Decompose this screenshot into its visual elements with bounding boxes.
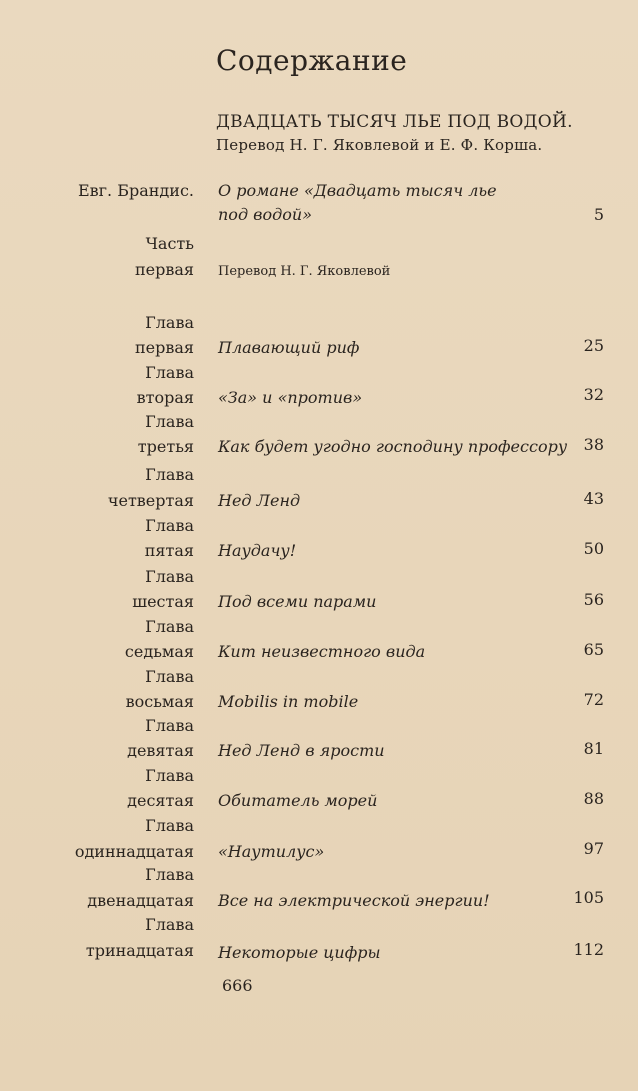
chapter-page-number: 88	[583, 789, 604, 808]
chapter-page-number: 81	[583, 739, 604, 758]
chapter-label: Глава	[145, 567, 194, 586]
chapter-label: Глава	[145, 766, 194, 785]
chapter-title: Наудачу!	[218, 541, 297, 560]
chapter-label: Глава	[145, 716, 194, 735]
page-folio-number: 666	[222, 976, 253, 995]
chapter-page-number: 56	[583, 590, 604, 609]
chapter-label: Глава	[145, 617, 194, 636]
preface-author: Евг. Брандис.	[77, 181, 194, 200]
translators-line: Перевод Н. Г. Яковлевой и Е. Ф. Корша.	[216, 136, 543, 154]
chapter-title: «Наутилус»	[218, 842, 325, 861]
chapter-page-number: 25	[583, 336, 604, 355]
chapter-page-number: 65	[583, 640, 604, 659]
chapter-ordinal: пятая	[144, 541, 194, 560]
chapter-label: Глава	[145, 816, 194, 835]
chapter-title: Некоторые цифры	[218, 943, 381, 962]
chapter-label: Глава	[145, 412, 194, 431]
chapter-ordinal: вторая	[136, 388, 194, 407]
chapter-page-number: 38	[583, 435, 604, 454]
chapter-title: Под всеми парами	[218, 592, 377, 611]
chapter-ordinal: третья	[137, 437, 194, 456]
chapter-title: Обитатель морей	[218, 791, 378, 810]
chapter-label: Глава	[145, 363, 194, 382]
chapter-title: Кит неизвестного вида	[218, 642, 426, 661]
chapter-ordinal: седьмая	[124, 642, 194, 661]
chapter-ordinal: первая	[134, 338, 194, 357]
preface-title-line1: О романе «Двадцать тысяч лье	[218, 181, 497, 200]
chapter-label: Глава	[145, 865, 194, 884]
chapter-title: Нед Ленд в ярости	[218, 741, 385, 760]
chapter-title: Все на электрической энергии!	[218, 891, 490, 910]
chapter-title: Как будет угодно господину профессору	[218, 437, 568, 456]
chapter-page-number: 32	[583, 385, 604, 404]
chapter-page-number: 97	[583, 839, 604, 858]
preface-title-line2: под водой»	[218, 205, 312, 224]
chapter-page-number: 105	[573, 888, 604, 907]
chapter-label: Глава	[145, 915, 194, 934]
preface-page-number: 5	[593, 205, 604, 224]
chapter-ordinal: девятая	[127, 741, 194, 760]
chapter-ordinal: восьмая	[125, 692, 194, 711]
chapter-ordinal: четвертая	[107, 491, 194, 510]
chapter-title: Mobilis in mobile	[218, 692, 359, 711]
chapter-title: «За» и «против»	[218, 388, 363, 407]
part-label: Часть	[145, 234, 194, 253]
chapter-ordinal: двенадцатая	[87, 891, 194, 910]
chapter-label: Глава	[145, 465, 194, 484]
book-title: ДВАДЦАТЬ ТЫСЯЧ ЛЬЕ ПОД ВОДОЙ.	[216, 112, 573, 132]
chapter-title: Плавающий риф	[218, 338, 360, 357]
chapter-title: Нед Ленд	[218, 491, 301, 510]
chapter-page-number: 112	[573, 940, 604, 959]
chapter-label: Глава	[145, 313, 194, 332]
chapter-page-number: 50	[583, 539, 604, 558]
chapter-ordinal: десятая	[127, 791, 194, 810]
part-translator: Перевод Н. Г. Яковлевой	[218, 264, 391, 279]
chapter-page-number: 72	[583, 690, 604, 709]
chapter-page-number: 43	[583, 489, 604, 508]
chapter-ordinal: одиннадцатая	[74, 842, 194, 861]
part-ordinal: первая	[134, 260, 194, 279]
chapter-ordinal: тринадцатая	[85, 941, 194, 960]
chapter-label: Глава	[145, 667, 194, 686]
page-title: Содержание	[216, 44, 408, 77]
chapter-label: Глава	[145, 516, 194, 535]
chapter-ordinal: шестая	[132, 592, 194, 611]
